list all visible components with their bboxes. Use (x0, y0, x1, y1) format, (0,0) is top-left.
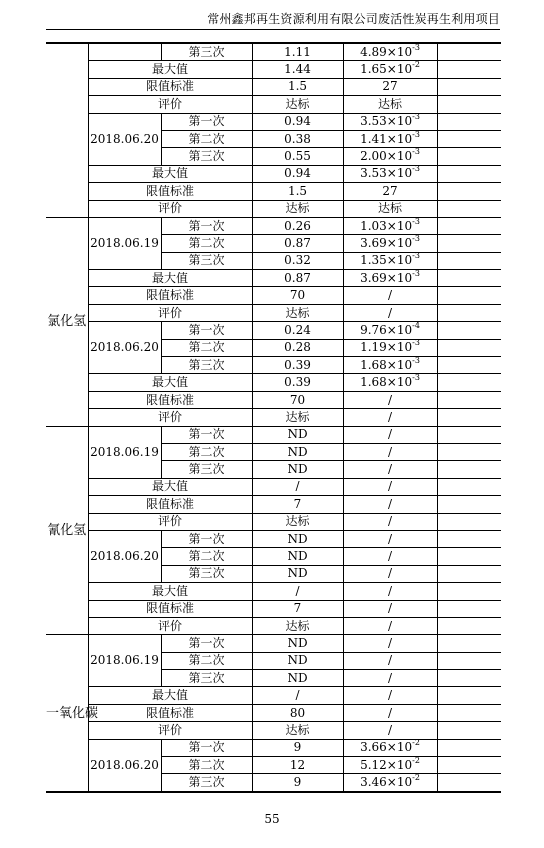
concentration-cell: ND (252, 652, 343, 669)
empty-cell (437, 565, 501, 582)
pollutant-cell: 一氧化碳 (46, 635, 88, 792)
concentration-cell: 0.94 (252, 113, 343, 130)
table-row (46, 583, 501, 600)
sample-label: 第三次 (161, 148, 252, 165)
rate-mantissa: / (387, 635, 393, 650)
table-row (46, 183, 501, 200)
empty-cell (437, 774, 501, 792)
rate-exponent: -2 (412, 773, 420, 783)
rate-cell (343, 548, 437, 565)
date-cell: 2018.06.20 (88, 739, 161, 792)
rate-cell (343, 722, 437, 739)
summary-label: 评价 (88, 409, 252, 426)
empty-cell (437, 96, 501, 113)
rate-mantissa: / (387, 722, 393, 737)
concentration-cell: 0.24 (252, 322, 343, 339)
concentration-cell: 0.26 (252, 217, 343, 234)
concentration-cell: 达标 (252, 722, 343, 739)
rate-cell (343, 304, 437, 321)
concentration-cell: 达标 (252, 513, 343, 530)
sample-label: 第三次 (161, 43, 252, 61)
empty-cell (437, 391, 501, 408)
concentration-cell: 0.28 (252, 339, 343, 356)
rate-cell (343, 96, 437, 113)
sample-label: 第三次 (161, 670, 252, 687)
table-row (46, 722, 501, 739)
empty-cell (437, 374, 501, 391)
rate-mantissa: / (387, 427, 393, 442)
rate-exponent: -3 (412, 355, 420, 365)
rate-exponent: -3 (412, 373, 420, 383)
summary-label: 最大值 (88, 583, 252, 600)
concentration-cell: 80 (252, 704, 343, 721)
concentration-cell: 0.94 (252, 165, 343, 182)
concentration-cell: 0.87 (252, 270, 343, 287)
table-row (46, 409, 501, 426)
rate-mantissa: / (387, 392, 393, 407)
empty-cell (437, 148, 501, 165)
empty-cell (437, 687, 501, 704)
table-row (46, 530, 501, 547)
pollutant-cell: 氯化氢 (46, 217, 88, 426)
sample-label: 第二次 (161, 757, 252, 774)
empty-cell (437, 339, 501, 356)
rate-mantissa: 3.69×10 (360, 270, 413, 285)
sample-label: 第一次 (161, 635, 252, 652)
rate-exponent: -2 (412, 738, 420, 748)
rate-cell (343, 252, 437, 269)
concentration-cell: 9 (252, 774, 343, 792)
concentration-cell: ND (252, 530, 343, 547)
concentration-cell: 1.11 (252, 43, 343, 61)
concentration-cell: 70 (252, 391, 343, 408)
sample-label: 第一次 (161, 739, 252, 756)
rate-mantissa: 1.03×10 (360, 218, 413, 233)
rate-mantissa: 3.69×10 (360, 235, 413, 250)
rate-mantissa: / (387, 618, 393, 633)
date-cell: 2018.06.19 (88, 426, 161, 478)
empty-cell (437, 287, 501, 304)
rate-exponent: -3 (412, 129, 420, 139)
rate-mantissa: / (387, 549, 393, 564)
table-row (46, 78, 501, 95)
empty-cell (437, 235, 501, 252)
empty-cell (437, 322, 501, 339)
summary-label: 最大值 (88, 687, 252, 704)
table-row (46, 426, 501, 443)
table-row (46, 165, 501, 182)
rate-cell (343, 513, 437, 530)
sample-label: 第三次 (161, 461, 252, 478)
summary-label: 最大值 (88, 270, 252, 287)
rate-cell (343, 217, 437, 234)
rate-cell (343, 774, 437, 792)
empty-cell (437, 61, 501, 78)
rate-cell (343, 61, 437, 78)
rate-cell (343, 496, 437, 513)
sample-label: 第三次 (161, 565, 252, 582)
rate-mantissa: / (387, 409, 393, 424)
sample-label: 第二次 (161, 339, 252, 356)
rate-mantissa: / (387, 479, 393, 494)
rate-cell (343, 565, 437, 582)
rate-cell (343, 148, 437, 165)
sample-label: 第一次 (161, 426, 252, 443)
table-row (46, 617, 501, 634)
date-cell: 2018.06.19 (88, 217, 161, 269)
rate-cell (343, 478, 437, 495)
rate-cell (343, 374, 437, 391)
table-row (46, 96, 501, 113)
concentration-cell: ND (252, 565, 343, 582)
concentration-cell: 0.32 (252, 252, 343, 269)
empty-cell (437, 78, 501, 95)
concentration-cell: ND (252, 670, 343, 687)
sample-label: 第二次 (161, 548, 252, 565)
sample-label: 第一次 (161, 322, 252, 339)
table-row (46, 43, 501, 61)
rate-cell (343, 287, 437, 304)
concentration-cell: 0.39 (252, 374, 343, 391)
empty-cell (437, 617, 501, 634)
empty-cell (437, 757, 501, 774)
summary-label: 限值标准 (88, 287, 252, 304)
rate-cell (343, 530, 437, 547)
empty-cell (437, 513, 501, 530)
rate-mantissa: 9.76×10 (360, 322, 413, 337)
empty-cell (437, 217, 501, 234)
rate-mantissa: 1.68×10 (360, 357, 413, 372)
rate-cell (343, 652, 437, 669)
rate-mantissa: 5.12×10 (360, 757, 413, 772)
table-row (46, 496, 501, 513)
sample-label: 第二次 (161, 235, 252, 252)
concentration-cell: 1.5 (252, 78, 343, 95)
sample-label: 第三次 (161, 774, 252, 792)
page-number: 55 (264, 812, 280, 826)
rate-mantissa: 27 (382, 79, 398, 94)
rate-exponent: -3 (412, 338, 420, 348)
rate-exponent: -3 (412, 112, 420, 122)
rate-exponent: -3 (412, 147, 420, 157)
header-title: 常州鑫邦再生资源利用有限公司废活性炭再生利用项目 (207, 12, 500, 26)
sample-label: 第二次 (161, 443, 252, 460)
rate-cell (343, 270, 437, 287)
rate-mantissa: 1.19×10 (360, 340, 413, 355)
table-row (46, 217, 501, 234)
summary-label: 限值标准 (88, 183, 252, 200)
rate-mantissa: / (387, 688, 393, 703)
table-row (46, 600, 501, 617)
table-row (46, 113, 501, 130)
concentration-cell: 1.5 (252, 183, 343, 200)
empty-cell (437, 722, 501, 739)
rate-mantissa: / (387, 531, 393, 546)
rate-cell (343, 165, 437, 182)
concentration-cell: 达标 (252, 409, 343, 426)
rate-cell (343, 113, 437, 130)
empty-cell (437, 252, 501, 269)
rate-exponent: -3 (412, 251, 420, 261)
rate-cell (343, 687, 437, 704)
empty-cell (437, 200, 501, 217)
rate-exponent: -2 (412, 755, 420, 765)
rate-cell (343, 461, 437, 478)
table-row (46, 270, 501, 287)
concentration-cell: 12 (252, 757, 343, 774)
header-rule (46, 29, 500, 30)
table-row (46, 687, 501, 704)
summary-label: 评价 (88, 200, 252, 217)
rate-mantissa: 达标 (377, 96, 402, 111)
empty-cell (437, 270, 501, 287)
summary-label: 评价 (88, 513, 252, 530)
rate-exponent: -3 (412, 268, 420, 278)
empty-cell (437, 496, 501, 513)
rate-mantissa: / (387, 670, 393, 685)
table-row (46, 374, 501, 391)
empty-cell (437, 530, 501, 547)
rate-exponent: -3 (412, 42, 420, 52)
sample-label: 第二次 (161, 652, 252, 669)
rate-cell (343, 409, 437, 426)
rate-mantissa: 27 (382, 183, 398, 198)
empty-cell (437, 357, 501, 374)
summary-label: 限值标准 (88, 496, 252, 513)
empty-cell (437, 304, 501, 321)
empty-cell (437, 113, 501, 130)
empty-cell (437, 739, 501, 756)
empty-cell (437, 600, 501, 617)
rate-exponent: -2 (412, 60, 420, 70)
summary-label: 限值标准 (88, 704, 252, 721)
rate-mantissa: / (387, 705, 393, 720)
table-row (46, 391, 501, 408)
rate-mantissa: / (387, 305, 393, 320)
empty-cell (437, 478, 501, 495)
concentration-cell: 1.44 (252, 61, 343, 78)
table-row (46, 200, 501, 217)
rate-exponent: -3 (412, 216, 420, 226)
rate-mantissa: / (387, 601, 393, 616)
summary-label: 评价 (88, 304, 252, 321)
summary-label: 限值标准 (88, 78, 252, 95)
rate-cell (343, 200, 437, 217)
rate-cell (343, 78, 437, 95)
concentration-cell: 达标 (252, 200, 343, 217)
table-row (46, 739, 501, 756)
sample-label: 第一次 (161, 113, 252, 130)
empty-cell (437, 426, 501, 443)
concentration-cell: 0.87 (252, 235, 343, 252)
concentration-cell: 0.38 (252, 130, 343, 147)
rate-cell (343, 322, 437, 339)
rate-mantissa: 3.53×10 (360, 114, 413, 129)
rate-cell (343, 600, 437, 617)
rate-mantissa: / (387, 514, 393, 529)
summary-label: 限值标准 (88, 391, 252, 408)
summary-label: 最大值 (88, 61, 252, 78)
sample-label: 第一次 (161, 217, 252, 234)
rate-mantissa: 2.00×10 (360, 149, 413, 164)
concentration-cell: ND (252, 461, 343, 478)
rate-cell (343, 426, 437, 443)
concentration-cell: 达标 (252, 304, 343, 321)
date-cell: 2018.06.19 (88, 635, 161, 687)
monitoring-table (46, 42, 501, 793)
empty-cell (437, 43, 501, 61)
empty-cell (437, 443, 501, 460)
summary-label: 最大值 (88, 478, 252, 495)
concentration-cell: / (252, 478, 343, 495)
table-row (46, 478, 501, 495)
table-row (46, 322, 501, 339)
concentration-cell: / (252, 687, 343, 704)
concentration-cell: 70 (252, 287, 343, 304)
concentration-cell: 达标 (252, 96, 343, 113)
empty-cell (437, 165, 501, 182)
rate-cell (343, 670, 437, 687)
table-row (46, 513, 501, 530)
table-row (46, 704, 501, 721)
concentration-cell: 9 (252, 739, 343, 756)
summary-label: 评价 (88, 617, 252, 634)
concentration-cell: 7 (252, 496, 343, 513)
rate-mantissa: / (387, 653, 393, 668)
empty-cell (437, 461, 501, 478)
rate-mantissa: 3.53×10 (360, 166, 413, 181)
empty-cell (437, 652, 501, 669)
date-cell: 2018.06.20 (88, 113, 161, 165)
empty-cell (437, 583, 501, 600)
rate-mantissa: 3.66×10 (360, 740, 413, 755)
rate-exponent: -3 (412, 164, 420, 174)
rate-exponent: -4 (412, 320, 420, 330)
rate-cell (343, 339, 437, 356)
rate-cell (343, 583, 437, 600)
rate-exponent: -3 (412, 233, 420, 243)
concentration-cell: 0.39 (252, 357, 343, 374)
empty-cell (437, 130, 501, 147)
rate-mantissa: / (387, 444, 393, 459)
pollutant-cell (46, 43, 88, 217)
rate-cell (343, 235, 437, 252)
table-row (46, 287, 501, 304)
rate-mantissa: 1.65×10 (360, 62, 413, 77)
rate-cell (343, 183, 437, 200)
concentration-cell: ND (252, 426, 343, 443)
concentration-cell: ND (252, 635, 343, 652)
summary-label: 限值标准 (88, 600, 252, 617)
rate-mantissa: / (387, 566, 393, 581)
concentration-cell: 7 (252, 600, 343, 617)
rate-mantissa: / (387, 462, 393, 477)
sample-label: 第三次 (161, 252, 252, 269)
rate-mantissa: 4.89×10 (360, 44, 413, 59)
rate-mantissa: 1.41×10 (360, 131, 413, 146)
rate-mantissa: 1.35×10 (360, 253, 413, 268)
rate-cell (343, 130, 437, 147)
concentration-cell: 达标 (252, 617, 343, 634)
date-cell (88, 43, 161, 61)
concentration-cell: ND (252, 548, 343, 565)
rate-cell (343, 739, 437, 756)
concentration-cell: ND (252, 443, 343, 460)
rate-mantissa: / (387, 496, 393, 511)
sample-label: 第三次 (161, 357, 252, 374)
empty-cell (437, 704, 501, 721)
rate-mantissa: 达标 (377, 201, 402, 216)
summary-label: 最大值 (88, 165, 252, 182)
concentration-cell: 0.55 (252, 148, 343, 165)
rate-cell (343, 757, 437, 774)
rate-cell (343, 357, 437, 374)
date-cell: 2018.06.20 (88, 530, 161, 582)
concentration-cell: / (252, 583, 343, 600)
empty-cell (437, 409, 501, 426)
rate-cell (343, 391, 437, 408)
rate-cell (343, 635, 437, 652)
table-row (46, 304, 501, 321)
date-cell: 2018.06.20 (88, 322, 161, 374)
rate-cell (343, 43, 437, 61)
summary-label: 最大值 (88, 374, 252, 391)
rate-mantissa: 1.68×10 (360, 375, 413, 390)
rate-mantissa: / (387, 583, 393, 598)
table-row (46, 61, 501, 78)
rate-cell (343, 443, 437, 460)
pollutant-cell: 氰化氢 (46, 426, 88, 635)
sample-label: 第一次 (161, 530, 252, 547)
table-row (46, 635, 501, 652)
empty-cell (437, 548, 501, 565)
sample-label: 第二次 (161, 130, 252, 147)
empty-cell (437, 183, 501, 200)
empty-cell (437, 670, 501, 687)
summary-label: 评价 (88, 722, 252, 739)
summary-label: 评价 (88, 96, 252, 113)
rate-cell (343, 704, 437, 721)
rate-mantissa: 3.46×10 (360, 775, 413, 790)
rate-mantissa: / (387, 288, 393, 303)
empty-cell (437, 635, 501, 652)
rate-cell (343, 617, 437, 634)
